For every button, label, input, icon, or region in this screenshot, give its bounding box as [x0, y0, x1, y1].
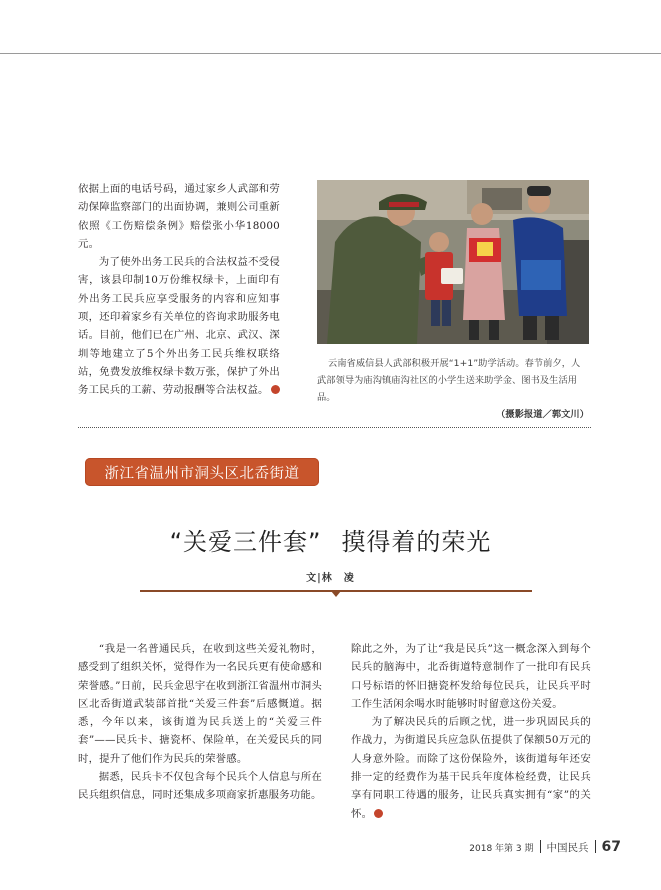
paragraph: 为了使外出务工民兵的合法权益不受侵害，该县印制10万份维权绿卡，上面印有外出务工民兵应享受服务的内容和应知事项，还印着家乡有关单位的咨询求助服务电话。目前，他们已在广州、北京、武汉、深圳等地建立了5个外出务工民兵维权联络站，免费发放维权绿卡数万张，保护了外出务工民兵的工薪、劳动报酬等合法权益。 — [78, 256, 280, 397]
footer-separator — [540, 840, 541, 853]
title-part-1: “关爱三件套” — [169, 528, 322, 556]
end-mark-icon — [271, 385, 280, 394]
paragraph: “我是一名普通民兵，在收到这些关爱礼物时，感受到了组织关怀，觉得作为一名民兵更有使命感和荣誉感。”日前，民兵金思宇在收到浙江省温州市洞头区北岙街道武装部首批“关爱三件套”后感慨道。据悉，今年以来，该街道为民兵送上的“关爱三件套”——民兵卡、搪瓷杯、保险单，在关爱民兵的同时，提升了他们作为民兵的荣誉感。 — [78, 643, 322, 765]
paragraph: 据悉，民兵卡不仅包含每个民兵个人信息与所在民兵组织信息，同时还集成多项商家折惠服务功能。 — [78, 771, 322, 802]
byline-triangle-icon — [331, 591, 341, 597]
article-right-column — [351, 640, 591, 823]
article-title — [0, 522, 661, 557]
section-tag — [85, 458, 319, 486]
section-tag-label: 浙江省温州市洞头区北岙街道 — [104, 466, 300, 482]
title-part-2: 摸得着的荣光 — [341, 528, 492, 556]
magazine-name: 中国民兵 — [546, 842, 589, 854]
footer-separator — [595, 840, 596, 853]
page-number: 67 — [601, 839, 621, 855]
caption-text: 云南省威信县人武部积极开展“1+1”助学活动。春节前夕，人武部领导为庙沟镇庙沟社区的小学生送来助学金、图书及生活用品。 — [317, 358, 581, 403]
issue-label: 2018 年第 3 期 — [469, 844, 534, 854]
header-rule — [0, 53, 661, 54]
article-left-column — [78, 640, 322, 805]
top-text-column — [78, 180, 280, 400]
photo-caption — [317, 355, 589, 423]
byline: 文|林 凌 — [306, 573, 355, 584]
paragraph: 为了解决民兵的后顾之忧，进一步巩固民兵的作战力，为街道民兵应急队伍提供了保额50万元的人身意外险。而除了这份保险外，该街道每年还安排一定的经费作为基干民兵年度体检经费，让民兵享有同职工待遇的服务，让民兵真实拥有“家”的关怀。 — [351, 716, 591, 820]
page-footer — [469, 836, 621, 855]
section-divider — [78, 427, 591, 428]
news-photo — [317, 180, 589, 344]
paragraph: 除此之外，为了让“我是民兵”这一概念深入到每个民兵的脑海中，北岙街道特意制作了一批印有民兵口号标语的怀旧搪瓷杯发给每位民兵，让民兵平时工作生活闲余喝水时能够时时留意这份关爱。 — [351, 643, 591, 710]
end-mark-icon — [374, 809, 383, 818]
paragraph: 依据上面的电话号码，通过家乡人武部和劳动保障监察部门的出面协调，兼则公司重新依照《工伤赔偿条例》赔偿张小华18000元。 — [78, 183, 280, 250]
photo-credit: （摄影报道／郭文川） — [496, 409, 589, 420]
